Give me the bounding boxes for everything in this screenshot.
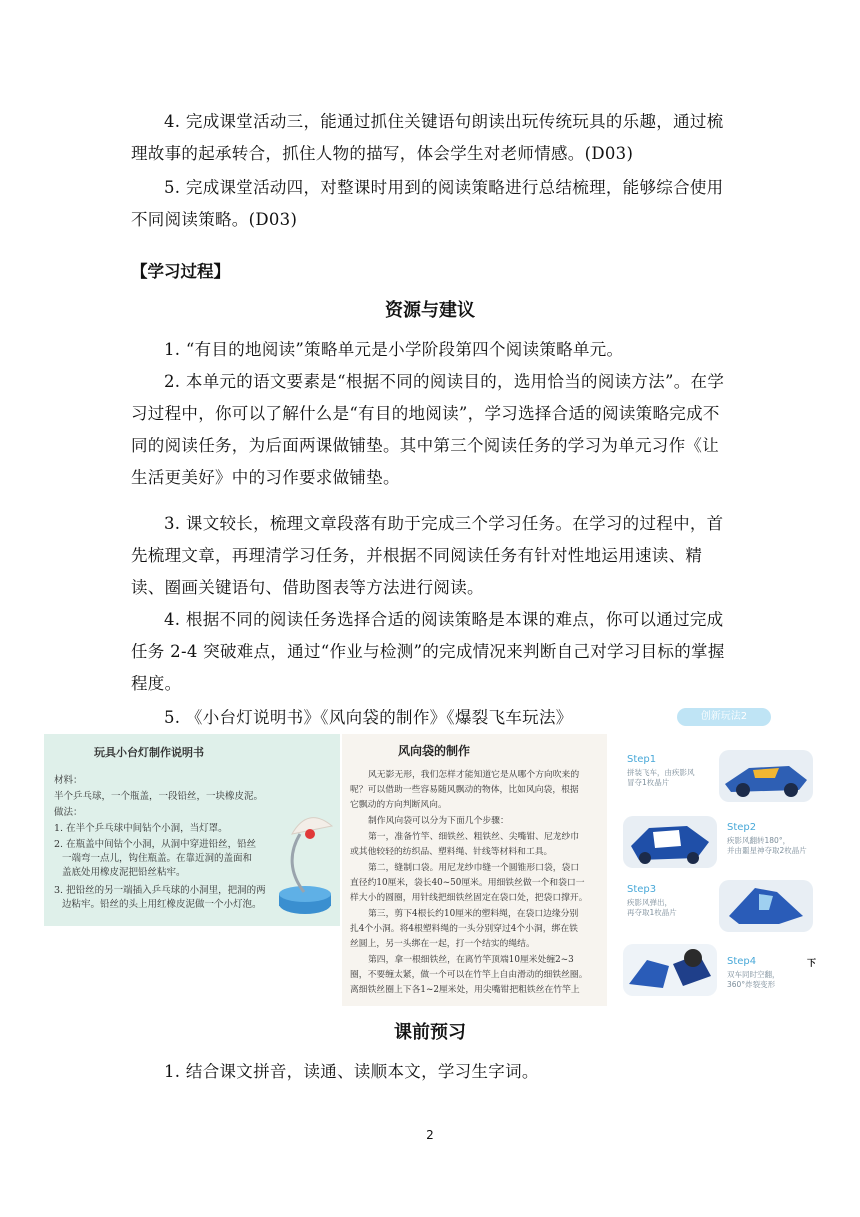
lamp-line: 半个乒乓球，一个瓶盖，一段铅丝，一块橡皮泥。 xyxy=(54,791,264,802)
step-desc: 疾影风弹出， xyxy=(627,898,672,907)
corner-mark: 下 xyxy=(807,959,817,969)
windsock-line: 样大小的圆圈，用针线把细铁丝固定在袋口处，把袋口撑开。 xyxy=(350,893,588,903)
lamp-illustration xyxy=(270,804,340,919)
step-desc: 360°炸裂变形 xyxy=(727,980,776,989)
step-label: Step1 xyxy=(627,754,657,765)
objective-4: 4. 完成课堂活动三，能通过抓住关键语句朗读出玩传统玩具的乐趣，通过梳理故事的起承转合，抓住人物的描写，体会学生对老师情感。(D03) xyxy=(131,112,724,163)
step-desc: 并由噩星神夺取2枚晶片 xyxy=(727,846,807,855)
lamp-line: 做法： xyxy=(54,807,83,818)
lamp-image-title: 玩具小台灯制作说明书 xyxy=(94,746,204,759)
lamp-line: 材料： xyxy=(54,775,83,786)
car-illustration xyxy=(623,944,717,996)
objective-5: 5. 完成课堂活动四，对整课时用到的阅读策略进行总结梳理，能够综合使用不同阅读策略。(D03) xyxy=(131,178,724,229)
resource-4: 4. 根据不同的阅读任务选择合适的阅读策略是本课的难点，你可以通过完成任务 2-4 突破难点，通过“作业与检测”的完成情况来判断自己对学习目标的掌握程度。 xyxy=(131,610,725,693)
step-label: Step2 xyxy=(727,822,757,833)
windsock-article-image xyxy=(342,734,607,1006)
windsock-line: 呢？可以借助一些容易随风飘动的物体，比如风向袋，根据 xyxy=(350,785,579,795)
preview-title: 课前预习 xyxy=(394,1022,466,1043)
step-desc: 疾影风翻转180°， xyxy=(727,836,791,845)
windsock-line: 扎4个小洞。将4根塑料绳的一头分别穿过4个小洞，绑在铁 xyxy=(350,924,578,934)
windsock-line: 直径约10厘米，袋长40~50厘米。用细铁丝做一个和袋口一 xyxy=(350,878,585,888)
resource-5: 5. 《小台灯说明书》《风向袋的制作》《爆裂飞车玩法》 xyxy=(164,708,573,727)
windsock-line: 第四，拿一根细铁丝，在离竹竿顶端10厘米处缠2~3 xyxy=(368,955,574,965)
car-illustration xyxy=(623,816,717,868)
step-label: Step4 xyxy=(727,956,757,967)
step-desc: 冒夺1枚晶片 xyxy=(627,778,670,787)
section-heading: 【学习过程】 xyxy=(131,262,230,281)
windsock-title: 风向袋的制作 xyxy=(398,744,471,758)
windsock-line: 风无影无形，我们怎样才能知道它是从哪个方向吹来的 xyxy=(368,770,580,780)
step-desc: 再夺取1枚晶片 xyxy=(627,908,677,917)
resource-2: 2. 本单元的语文要素是“根据不同的阅读目的，选用恰当的阅读方法”。在学习过程中，你可以了解什么是“有目的地阅读”，学习选择合适的阅读策略完成不同的阅读任务，为后面两课做铺垫。其中第三个阅读任务的学习为单元习作《让生活更美好》中的习作要求做铺垫。 xyxy=(131,372,725,487)
windsock-line: 第三，剪下4根长约10厘米的塑料绳，在袋口边缘分别 xyxy=(368,909,579,919)
preview-1: 1. 结合课文拼音，读通、读顺本文，学习生字词。 xyxy=(164,1062,539,1081)
step-desc: 拼装飞车，由疾影风 xyxy=(627,768,695,777)
windsock-line: 圈，不要缠太紧，做一个可以在竹竿上自由滑动的细铁丝圈。 xyxy=(350,970,588,980)
page-number: 2 xyxy=(426,1128,434,1142)
windsock-line: 丝圆上，另一头绑在一起，打一个结实的绳结。 xyxy=(350,939,535,949)
windsock-line: 制作风向袋可以分为下面几个步骤： xyxy=(368,816,509,826)
resource-3: 3. 课文较长，梳理文章段落有助于完成三个学习任务。在学习的过程中，首先梳理文章，再理清学习任务，并根据不同阅读任务有针对性地运用速读、精读、圈画关键语句、借助图表等方法进行阅读。 xyxy=(131,514,724,597)
step-desc: 双车同时空翻， xyxy=(727,970,780,979)
lamp-line: 2. 在瓶盖中间钻个小洞，从洞中穿进铅丝，铅丝 xyxy=(54,839,257,850)
resource-1: 1. “有目的地阅读”策略单元是小学阶段第四个阅读策略单元。 xyxy=(164,340,624,359)
windsock-line: 或其他较轻的纺织品、塑料绳、针线等材料和工具。 xyxy=(350,847,553,857)
step-label: Step3 xyxy=(627,884,657,895)
windsock-line: 离细铁丝圈上下各1~2厘米处，用尖嘴钳把粗铁丝在竹竿上 xyxy=(350,985,580,995)
windsock-line: 它飘动的方向判断风向。 xyxy=(350,800,447,810)
lamp-line: 盖底处用橡皮泥把铅丝粘牢。 xyxy=(62,867,186,878)
car-illustration xyxy=(719,750,813,802)
guide-badge: 创新玩法2 xyxy=(677,708,771,726)
resources-title: 资源与建议 xyxy=(385,300,475,321)
lamp-line: 3. 把铅丝的另一端插入乒乓球的小洞里，把洞的两 xyxy=(54,885,266,896)
lamp-line: 1. 在半个乒乓球中间钻个小洞，当灯罩。 xyxy=(54,823,228,834)
lamp-line: 边粘牢。铅丝的头上用红橡皮泥做一个小灯泡。 xyxy=(62,899,262,910)
windsock-line: 第二，缝制口袋。用尼龙纱巾缝一个圆锥形口袋，袋口 xyxy=(368,863,580,873)
lamp-line: 一端弯一点儿，钩住瓶盖。在靠近洞的盖面和 xyxy=(62,853,253,864)
lamp-instructions-image xyxy=(44,734,340,926)
car-illustration xyxy=(719,880,813,932)
car-play-guide-image xyxy=(615,706,830,1006)
windsock-line: 第一，准备竹竿、细铁丝、粗铁丝、尖嘴钳、尼龙纱巾 xyxy=(368,832,580,842)
